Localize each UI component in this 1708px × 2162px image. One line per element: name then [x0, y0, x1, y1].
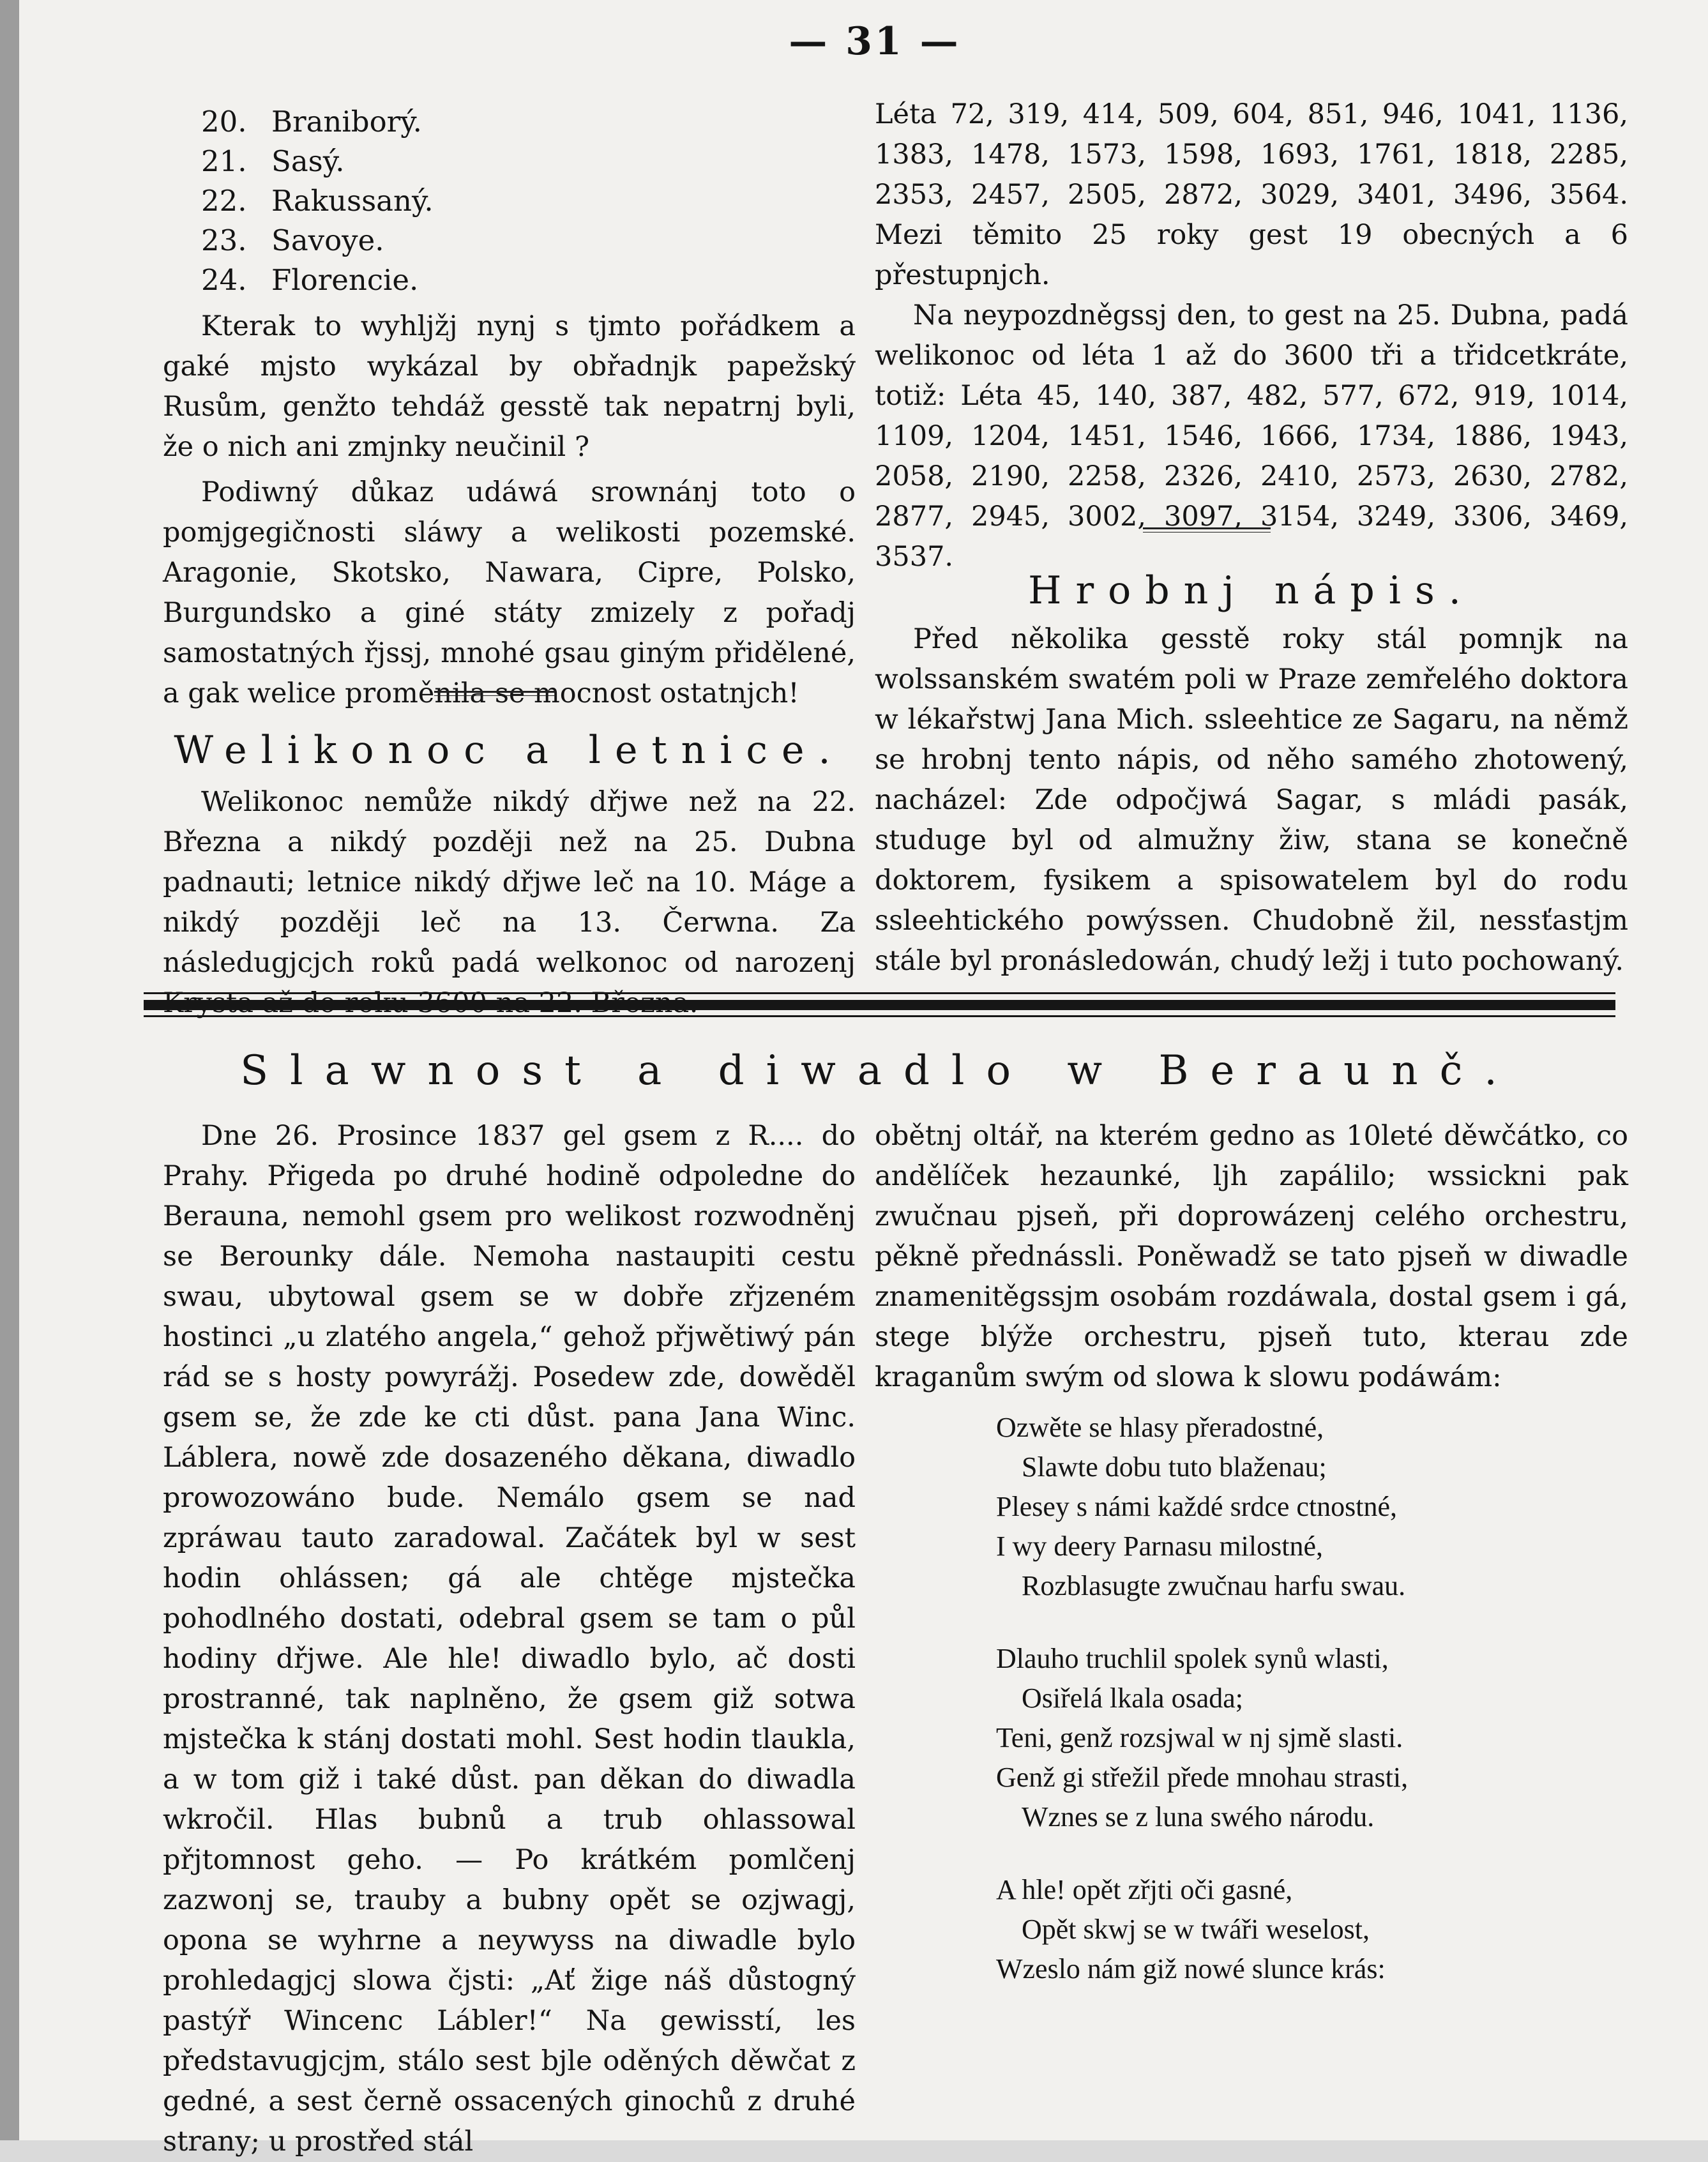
list-item: 21. Sasý. — [201, 144, 345, 178]
left-column-text — [163, 306, 856, 714]
paragraph: Léta 72, 319, 414, 509, 604, 851, 946, 1041, 1136, 1383, 1478, 1573, 1598, 1693, 1761, 1818, 2285, 2353, 2457, 2505, 2872, 3029, 3401, 3496, 3564. Mezi těmito 25 roky gest 19 obecných a 6 přestupnjch. — [875, 98, 1628, 291]
poem-line: Wznes se z luna swého národu. — [1022, 1801, 1375, 1833]
list-item: 20. Braniborý. — [201, 105, 422, 139]
poem-stanza — [996, 1408, 1622, 1606]
poem — [996, 1408, 1622, 2022]
section-heading-epitaph: Hrobnj nápis. — [1028, 568, 1475, 613]
page-edge — [0, 0, 19, 2140]
paragraph: Na neypozdněgssj den, to gest na 25. Dubna, padá welikonoc od léta 1 až do 3600 tři a třidcetkráte, totiž: Léta 45, 140, 387, 482, 577, 672, 919, 1014, 1109, 1204, 1451, 1546, 1666, 1734, 1886, 1943, 2058, 2190, 2258, 2326, 2410, 2573, 2630, 2782, 2877, 2945, 3002, 3097, 3154, 3249, 3306, 3469, 3537. — [875, 299, 1628, 573]
paragraph: Podiwný důkaz udáwá srownánj toto o pomjgegičnosti sláwy a welikosti pozemské. Aragonie, Skotsko, Nawara, Cipre, Polsko, Burgundsko a giné státy zmizely z pořadj samostatných řjssj, mnohé gsau giným přidělené, a gak welice proměnila se mocnost ostatnjch! — [163, 476, 856, 709]
poem-line: Slawte dobu tuto blaženau; — [1022, 1451, 1327, 1483]
main-left-text — [163, 1116, 856, 2162]
poem-line: Teni, genž rozsjwal w nj sjmě slasti. — [996, 1722, 1403, 1753]
poem-line: Osiřelá lkala osada; — [1022, 1682, 1243, 1714]
section-heading-easter: Welikonoc a letnice. — [174, 728, 845, 773]
page-number: — 31 — — [789, 19, 961, 64]
list-item: 24. Florencie. — [201, 263, 419, 297]
paragraph: obětnj oltář, na kterém gedno as 10leté děwčátko, co andělíček hezaunké, ljh zapálilo; wssickni pak zwučnau pjseň, při doprowázenj celého orchestru, pěkně přednássli. Poněwadž se tato pjseň w diwadle znamenitěgssjm osobám rozdáwala, dostal gsem i gá, stege blýže orchestru, pjseň tuto, kterau zde kraganům swým od slowa k slowu podáwám: — [875, 1120, 1628, 1393]
easter-text — [163, 782, 856, 1024]
poem-line: I wy deery Parnasu milostné, — [996, 1531, 1323, 1562]
poem-stanza — [996, 1639, 1622, 1837]
paragraph: Dne 26. Prosince 1837 gel gsem z R.... do Prahy. Přigeda po druhé hodině odpoledne do Berauna, nemohl gsem pro welikost rozwodněnj se Berounky dále. Nemoha nastaupiti cestu swau, ubytowal gsem se w dobře zřjzeném hostinci „u zlatého angela,“ gehož přjwětiwý pán rád se s hosty powyrážj. Posedew zde, dowěděl gsem se, že zde ke cti důst. pana Jana Winc. Láblera, nowě zde dosazeného děkana, diwadlo prowozowáno bude. Nemálo gsem se nad zpráwau tauto zaradowal. Začátek byl w sest hodin ohlássen; gá ale chtěge mjstečka pohodlného dostati, odebral gsem se tam o půl hodiny dřjwe. Ale hle! diwadlo bylo, ač dosti prostranné, tak naplněno, že gsem giž sotwa mjstečka k stánj dostati mohl. Sest hodin tlaukla, a w tom giž i také důst. pan děkan do diwadla wkročil. Hlas bubnů a trub ohlassowal přjtomnost geho. — Po krátkém pomlčenj zazwonj se, trauby a bubny opět se ozjwagj, opona se wyhrne a neywyss na diwadle bylo prohledagjcj slowa čjsti: „Ať žige náš důstogný pastýř Wincenc Lábler!“ Na gewisstí, les představugjcjm, stálo sest bjle oděných děwčat z gedné, a sest černě ossacených ginochů z druhé strany; u prostřed stál — [163, 1120, 856, 2158]
poem-line: Rozblasugte zwučnau harfu swau. — [1022, 1570, 1406, 1601]
rule — [144, 1000, 1615, 1010]
paragraph: Před několika gesstě roky stál pomnjk na wolssanském swatém poli w Praze zemřelého doktora w lékařstwj Jana Mich. ssleehtice ze Sagaru, na němž se hrobnj tento nápis, od něho samého zhotowený, nacházel: Zde odpočjwá Sagar, s mládi pasák, studuge byl od almužny žiw, stana se konečně doktorem, fysikem a spisowatelem byl do rodu ssleehtického powýssen. Chudobně žil, nessťastjm stále byl pronásledowán, chudý ležj i tuto pochowaný. — [875, 623, 1628, 977]
poem-line: A hle! opět zřjti oči gasné, — [996, 1874, 1293, 1905]
state-list — [201, 102, 434, 300]
poem-stanza — [996, 1870, 1622, 1989]
poem-line: Plesey s námi každé srdce ctnostné, — [996, 1491, 1398, 1522]
right-column-text — [875, 94, 1628, 577]
epitaph-text — [875, 619, 1628, 981]
poem-line: Ozwěte se hlasy přeradostné, — [996, 1412, 1324, 1443]
list-item: 22. Rakussaný. — [201, 184, 434, 218]
separator — [1143, 527, 1271, 533]
rule — [144, 1015, 1615, 1017]
paragraph: Welikonoc nemůže nikdý dřjwe než na 22. Března a nikdý později než na 25. Dubna padnauti; letnice nikdý dřjwe leč na 10. Máge a nikdý později leč na 13. Čerwna. Za následugjcjch roků padá welkonoc od narozenj — [163, 786, 856, 979]
poem-line: Dlauho truchlil spolek synů wlasti, — [996, 1643, 1389, 1674]
main-right-text — [875, 1116, 1628, 1398]
document-page — [19, 0, 1708, 2158]
rule — [144, 992, 1615, 994]
poem-line: Opět skwj se w twáři weselost, — [1022, 1914, 1370, 1945]
paragraph: Kterak to wyhljžj nynj s tjmto pořádkem a gaké mjsto wykázal by obřadnjk papežský Rusům, genžto tehdáž gesstě tak nepatrnj byli, že o nich ani zmjnky neučinil ? — [163, 310, 856, 463]
poem-line: Genž gi střežil přede mnohau strasti, — [996, 1762, 1409, 1793]
list-item: 23. Savoye. — [201, 223, 384, 257]
main-heading: Slawnost a diwadlo w Beraunč. — [240, 1047, 1519, 1094]
poem-line: Wzeslo nám giž nowé slunce krás: — [996, 1953, 1386, 1984]
separator — [434, 691, 555, 696]
